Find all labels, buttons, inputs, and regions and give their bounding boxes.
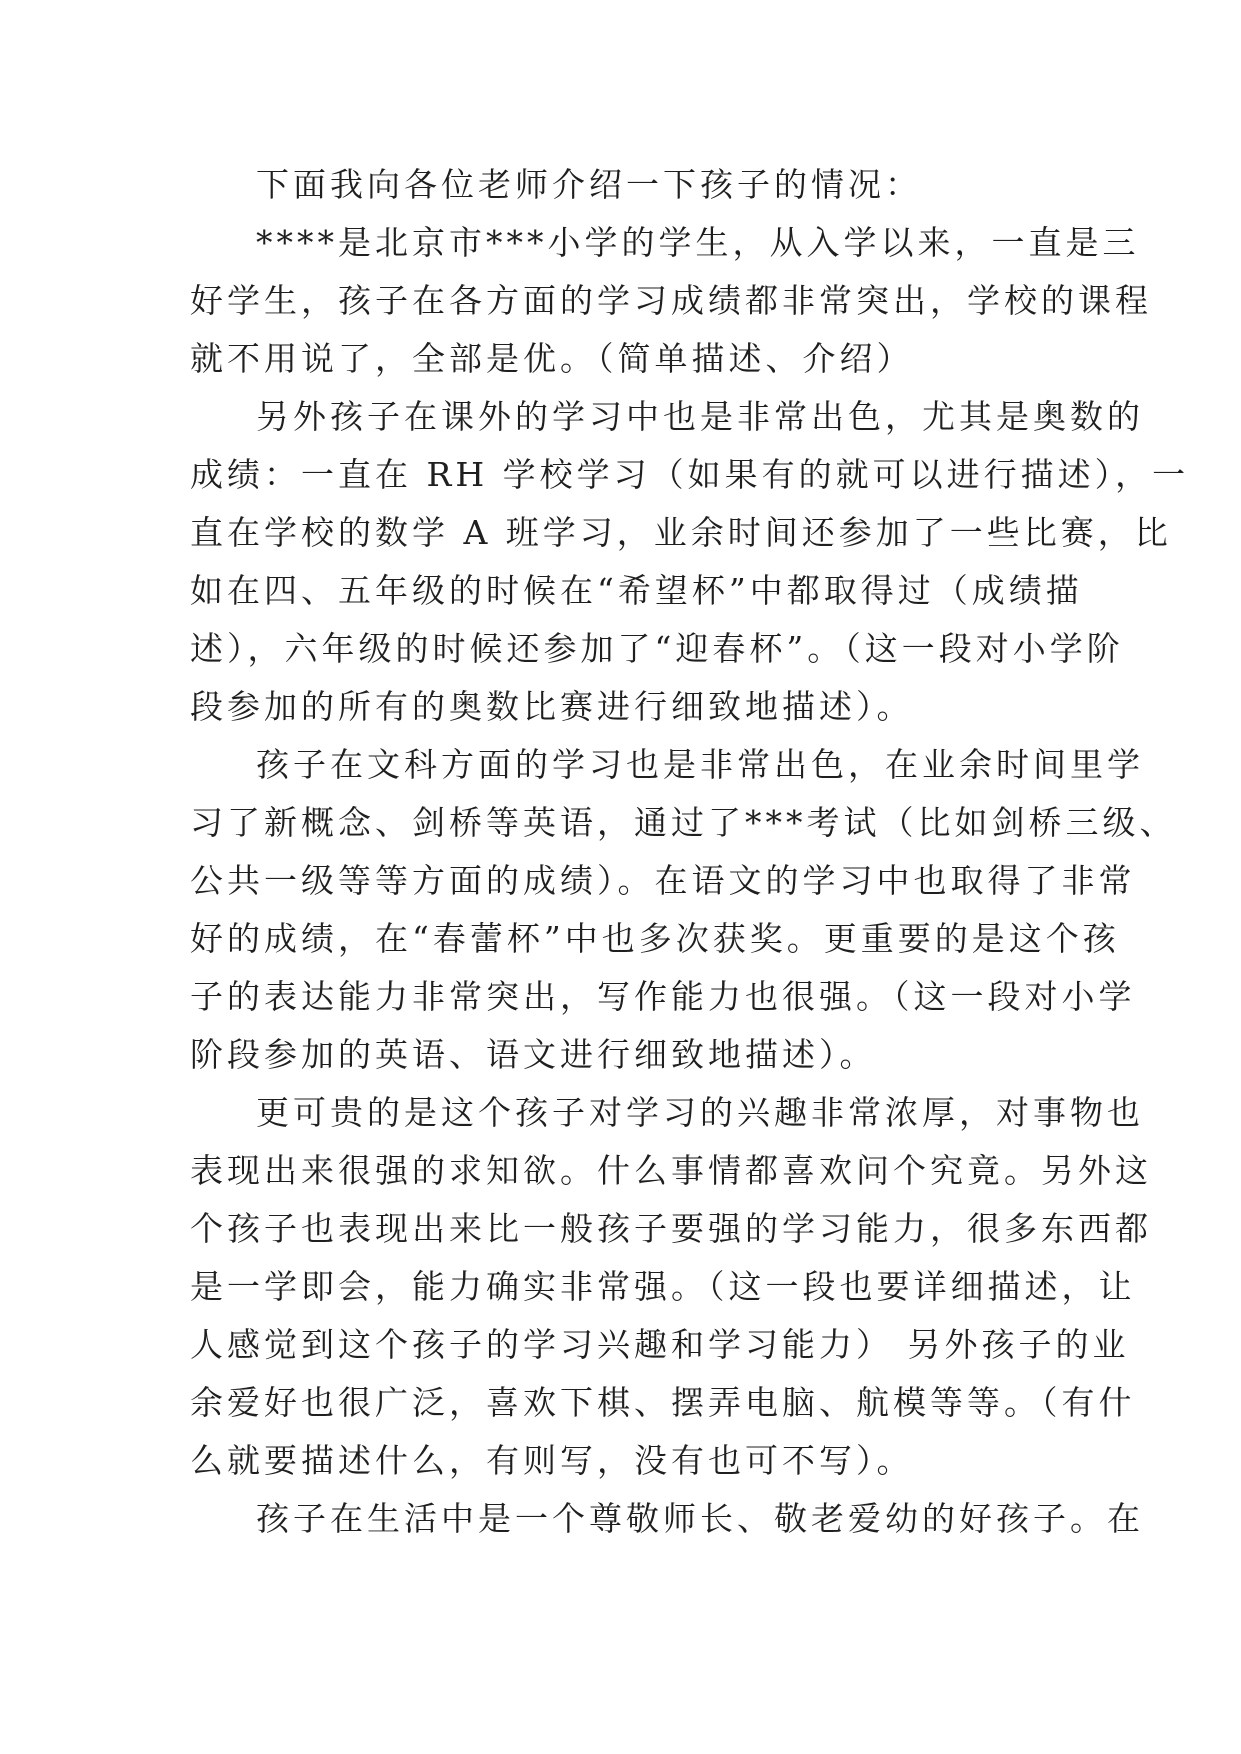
text-line: 习了新概念、剑桥等英语，通过了***考试（比如剑桥三级、 [190,803,1177,842]
text-line: ****是北京市***小学的学生，从入学以来，一直是三 [256,223,1140,262]
text-line: 段参加的所有的奥数比赛进行细致地描述）。 [190,687,914,726]
body-text [190,156,1190,1548]
text-line: 下面我向各位老师介绍一下孩子的情况： [256,165,922,204]
text-line: 么就要描述什么，有则写，没有也可不写）。 [190,1441,914,1480]
text-line: 个孩子也表现出来比一般孩子要强的学习能力，很多东西都 [190,1209,1152,1248]
text-line: 人感觉到这个孩子的学习兴趣和学习能力） 另外孩子的业 [190,1325,1130,1364]
text-line: 是一学即会，能力确实非常强。（这一段也要详细描述，让 [190,1267,1136,1306]
text-line: 余爱好也很广泛，喜欢下棋、摆弄电脑、航模等等。（有什 [190,1383,1136,1422]
text-line: 阶段参加的英语、语文进行细致地描述）。 [190,1035,877,1074]
text-line: 更可贵的是这个孩子对学习的兴趣非常浓厚，对事物也 [256,1093,1144,1132]
text-line: 子的表达能力非常突出，写作能力也很强。（这一段对小学 [190,977,1136,1016]
text-line: 如在四、五年级的时候在“希望杯”中都取得过（成绩描 [190,571,1083,610]
text-line: 述），六年级的时候还参加了“迎春杯”。（这一段对小学阶 [190,629,1124,668]
text-line: 公共一级等等方面的成绩）。在语文的学习中也取得了非常 [190,861,1136,900]
text-line: 好的成绩，在“春蕾杯”中也多次获奖。更重要的是这个孩 [190,919,1120,958]
text-line: 另外孩子在课外的学习中也是非常出色，尤其是奥数的 [256,397,1144,436]
text-line: 表现出来很强的求知欲。什么事情都喜欢问个究竟。另外这 [190,1151,1152,1190]
text-line: 直在学校的数学 A 班学习，业余时间还参加了一些比赛，比 [190,513,1172,552]
text-line: 孩子在文科方面的学习也是非常出色，在业余时间里学 [256,745,1144,784]
text-line: 孩子在生活中是一个尊敬师长、敬老爱幼的好孩子。在 [256,1499,1144,1538]
text-line: 好学生，孩子在各方面的学习成绩都非常突出，学校的课程 [190,281,1152,320]
text-line: 成绩：一直在 RH 学校学习（如果有的就可以进行描述），一 [190,455,1190,494]
text-line: 就不用说了，全部是优。（简单描述、介绍） [190,339,914,378]
